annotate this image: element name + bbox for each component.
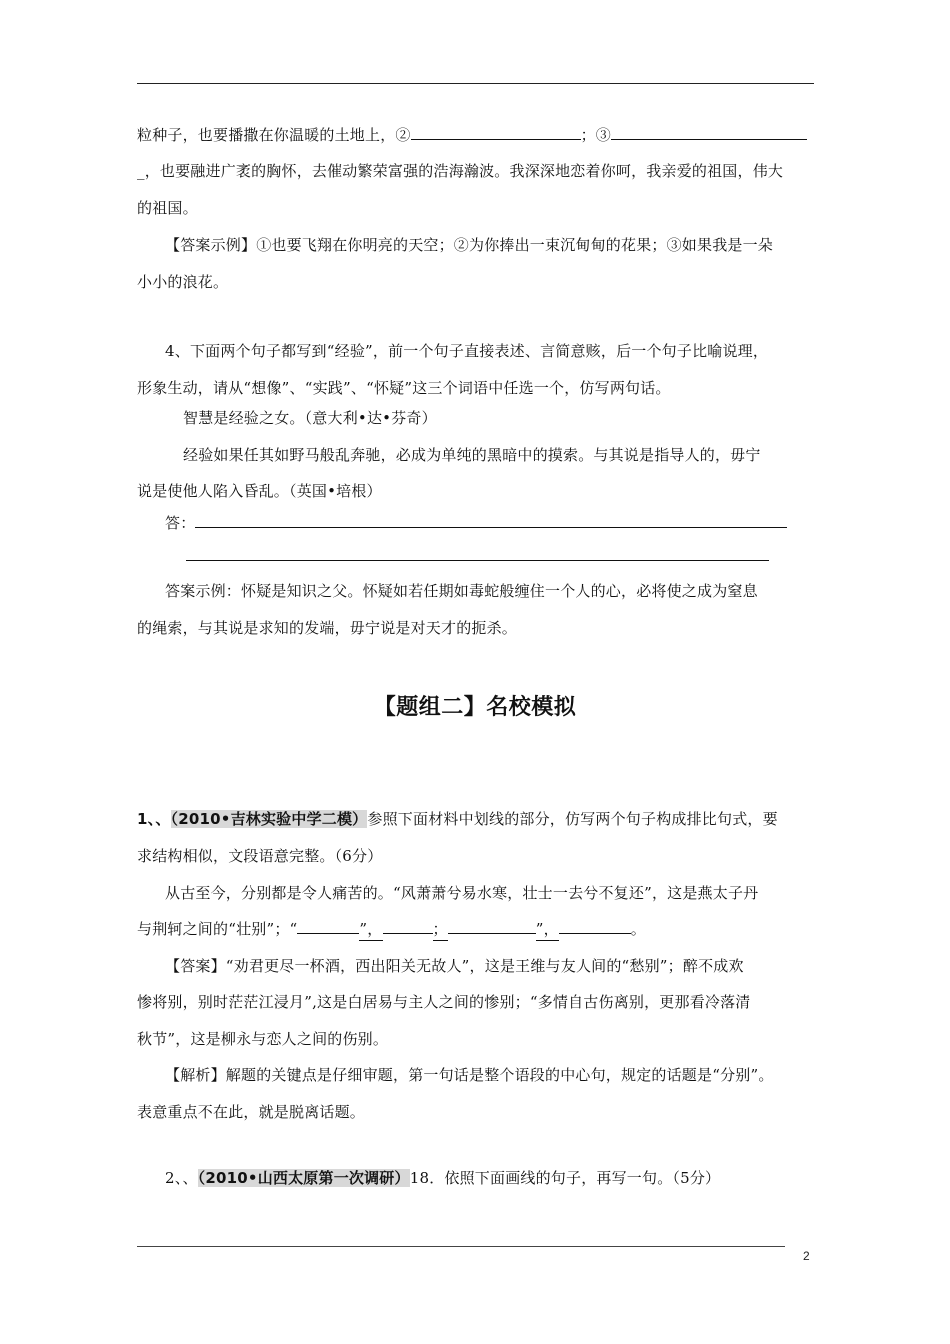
answer-blank <box>383 918 433 934</box>
question-number: 2、、 <box>165 1169 198 1187</box>
text-line: 的祖国。 <box>137 199 198 217</box>
answer-blank <box>195 512 787 528</box>
answer: 惨将别，别时茫茫江浸月”,这是白居易与主人之间的惨别；“多情自古伤离别，更那看冷落清 <box>137 993 751 1011</box>
passage <box>137 918 646 941</box>
text-fragment: 18．依照下面画线的句子，再写一句。（5分） <box>409 1169 721 1187</box>
section-title: 【题组二】名校模拟 <box>373 695 577 720</box>
text-line <box>137 124 807 146</box>
text-fragment: 参照下面材料中划线的部分，仿写两个句子构成排比句式，要 <box>367 810 778 828</box>
text-line: 求结构相似，文段语意完整。（6分） <box>137 847 383 865</box>
answer-blank <box>297 918 359 934</box>
answer-example: 【答案示例】①也要飞翔在你明亮的天空；②为你捧出一束沉甸甸的花果；③如果我是一朵 <box>165 236 774 254</box>
source-tag: （2010•吉林实验中学二模） <box>170 810 368 828</box>
answer-blank <box>186 545 769 561</box>
text-line: 形象生动，请从“想像”、“实践”、“怀疑”这三个词语中任选一个，仿写两句话。 <box>137 379 671 397</box>
passage: 从古至今，分别都是令人痛苦的。“风萧萧兮易水寒，壮士一去兮不复还”，这是燕太子丹 <box>165 884 759 902</box>
quote: 说是使他人陷入昏乱。（英国•培根） <box>137 482 382 500</box>
question-number: 1、、 <box>137 810 171 828</box>
analysis: 表意重点不在此，就是脱离话题。 <box>137 1103 366 1121</box>
quote: 经验如果任其如野马般乱奔驰，必成为单纯的黑暗中的摸索。与其说是指导人的，毋宁 <box>183 446 761 464</box>
text-fragment: ； <box>433 918 448 941</box>
header-rule <box>137 83 814 84</box>
analysis: 【解析】解题的关键点是仔细审题，第一句话是整个语段的中心句，规定的话题是“分别”。 <box>165 1066 774 1084</box>
answer: 【答案】“劝君更尽一杯酒，西出阳关无故人”，这是王维与友人间的“愁别”；醉不成欢 <box>165 957 744 975</box>
text-line: 的绳索，与其说是求知的发端，毋宁说是对天才的扼杀。 <box>137 619 518 637</box>
answer-label: 答： <box>165 514 196 532</box>
answer-blank <box>411 124 581 140</box>
answer-example: 答案示例：怀疑是知识之父。怀疑如若任期如毒蛇般缠住一个人的心，必将使之成为窒息 <box>165 582 758 600</box>
answer-line <box>165 512 787 534</box>
text-fragment: 与荆轲之间的“壮别”；“ <box>137 920 298 938</box>
answer-line <box>186 545 769 567</box>
text-fragment: ；③ <box>580 126 612 144</box>
answer-blank <box>559 918 631 934</box>
footer-rule <box>137 1246 785 1247</box>
quote: 智慧是经验之女。（意大利•达•芬奇） <box>183 409 437 427</box>
question-2 <box>165 1167 720 1189</box>
text-line: _，也要融进广袤的胸怀，去催动繁荣富强的浩海瀚波。我深深地恋着你呵，我亲爱的祖国，伟大 <box>137 162 784 180</box>
page-number: 2 <box>803 1249 810 1263</box>
question-4: 4、下面两个句子都写到“经验”，前一个句子直接表述、言简意赅，后一个句子比喻说理， <box>165 342 769 360</box>
source-tag: （2010•山西太原第一次调研） <box>197 1169 410 1187</box>
text-fragment: ”， <box>359 918 382 941</box>
answer-blank <box>448 918 536 934</box>
text-fragment: 。 <box>630 920 646 938</box>
text-fragment: ”， <box>536 918 559 941</box>
question-1 <box>137 808 778 830</box>
answer: 秋节”，这是柳永与恋人之间的伤别。 <box>137 1030 389 1048</box>
text-line: 小小的浪花。 <box>137 273 229 291</box>
answer-blank <box>611 124 807 140</box>
text-fragment: 粒种子，也要播撒在你温暖的土地上，② <box>137 126 411 144</box>
